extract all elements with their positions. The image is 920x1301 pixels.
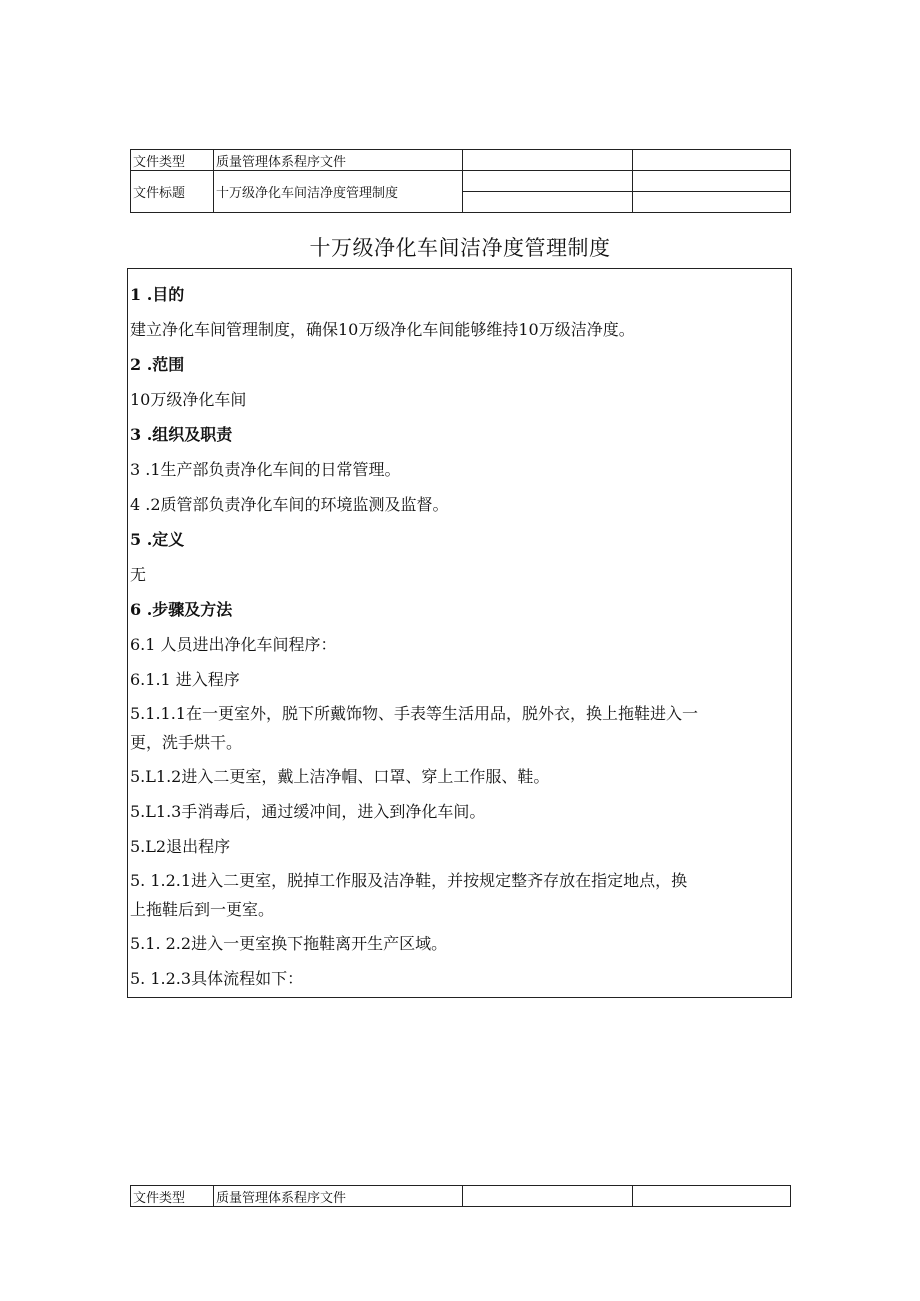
header-cell-empty [633, 171, 791, 192]
header-cell-empty [633, 1186, 791, 1207]
content-line: 5.1. 2.2进入一更室换下拖鞋离开生产区域。 [130, 934, 448, 953]
content-line: 6.1 人员进出净化车间程序： [130, 635, 337, 654]
header-cell-empty [633, 150, 791, 171]
content-line: 更，洗手烘干。 [130, 733, 243, 752]
content-line: 上拖鞋后到一更室。 [130, 900, 275, 919]
section-heading: 1 .目的 [130, 285, 185, 304]
section-heading: 5 .定义 [130, 530, 185, 549]
doc-title-label: 文件标题 [131, 171, 214, 213]
content-line: 10万级净化车间 [130, 390, 247, 409]
content-line: 5. 1.2.3具体流程如下： [130, 969, 304, 988]
content-line: 5.L1.3手消毒后，通过缓冲间，进入到净化车间。 [130, 802, 486, 821]
content-line: 5.1.1.1在一更室外，脱下所戴饰物、手表等生活用品，脱外衣，换上拖鞋进入一 [130, 704, 698, 723]
content-line: 5.L2退出程序 [130, 837, 231, 856]
content-line: 3 .1生产部负责净化车间的日常管理。 [130, 460, 401, 479]
doc-title-value: 十万级净化车间洁净度管理制度 [214, 171, 463, 213]
header-cell-empty [463, 1186, 633, 1207]
section-heading: 2 .范围 [130, 355, 185, 374]
header-table-top [130, 149, 791, 213]
content-line: 建立净化车间管理制度，确保10万级净化车间能够维持10万级洁净度。 [130, 320, 635, 339]
content-line: 4 .2质管部负责净化车间的环境监测及监督。 [130, 495, 449, 514]
doc-type-label: 文件类型 [131, 150, 214, 171]
content-line: 6.1.1 进入程序 [130, 670, 240, 689]
header-cell-empty [633, 192, 791, 213]
content-line: 5.L1.2进入二更室，戴上洁净帽、口罩、穿上工作服、鞋。 [130, 767, 550, 786]
header-cell-empty [463, 150, 633, 171]
content-line: 5. 1.2.1进入二更室，脱掉工作服及洁净鞋，并按规定整齐存放在指定地点，换 [130, 871, 688, 890]
document-title: 十万级净化车间洁净度管理制度 [309, 236, 611, 260]
doc-type-label: 文件类型 [131, 1186, 214, 1207]
doc-type-value: 质量管理体系程序文件 [214, 1186, 463, 1207]
content-box [127, 268, 792, 998]
doc-type-value: 质量管理体系程序文件 [214, 150, 463, 171]
header-cell-empty [463, 192, 633, 213]
content-line: 无 [130, 565, 147, 584]
header-cell-empty [463, 171, 633, 192]
header-table-bottom [130, 1185, 791, 1207]
section-heading: 6 .步骤及方法 [130, 600, 233, 619]
section-heading: 3 .组织及职责 [130, 425, 233, 444]
